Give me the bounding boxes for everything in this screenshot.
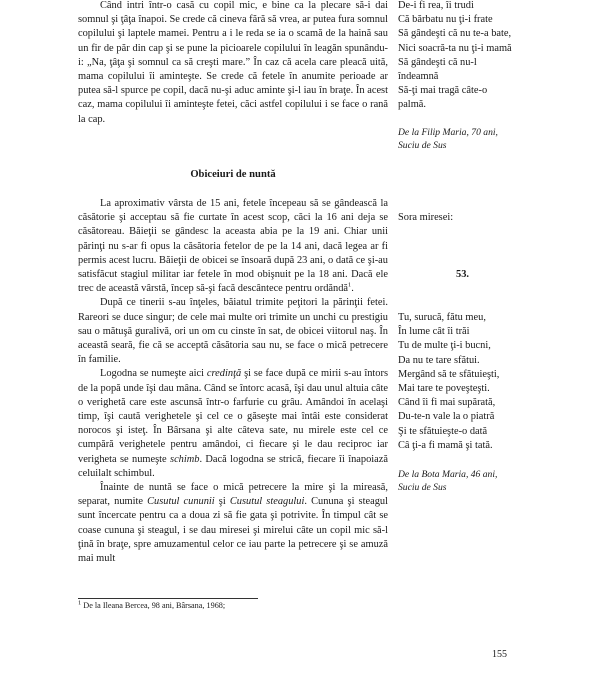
wedding-customs-body	[78, 197, 388, 566]
footnote-mark: 1	[78, 599, 82, 607]
italic-term: schimb	[170, 453, 200, 465]
text-segment: Înainte de nuntă se face o mică petrecere la mire şi la mireasă, separat, numite	[78, 482, 388, 508]
paragraph-baby-custom: Când intri într-o casă cu copil mic, e bine ca la plecare să-i dai somnul şi ţâţa înapoi. Se crede că cineva fără să vrea, ar putea fura somnul copilului şi laptele mamei. Pentru a i le reda se ia o scamă de la haină sau un fir de păr din cap şi se pune la picioarele copilului în leagăn spunându-i: „Na, ţâţa şi somnul ca să creşti mare.” În caz că acela care pleacă uită, mama copilului îi aminteşte. Se crede că fetele în anumite perioade ar putea să-l spurce pe copil, dacă nu-şi aduc aminte şi-l iau în braţe. În acest caz, mama copilului îi aminteşte fetei, căci astfel copilului i se face o rană la cap.	[78, 0, 388, 125]
poem-line: De-i fi rea, îi trudi	[398, 0, 474, 11]
italic-term: Cusutul steagului	[229, 496, 305, 508]
text-segment: şi	[214, 496, 230, 508]
poem-bottom	[398, 311, 499, 453]
paragraph-text: La aproximativ vârsta de 15 ani, fetele începeau să se gândească la căsătorie şi acceptau să fie curtate în acest scop, căci la 16 ani deja se căsătoreau. Băieţii se gândesc la aceasta abia pe la 19 ani. Chiar unii părinţi nu s-ar fi opus la căsătoria fetelor de pe la 14 ani, dacă legea ar fi permis acest lucru. Băieţii de obicei se însoară după 23 ani, o dată ce şi-au satisfăcut stagiul militar iar fetele în mod obişnuit pe la 18 ani. Dacă ele trec de această vârstă, încep să-şi facă descântece pentru ordăndă	[78, 198, 388, 295]
poem-line: Tu, surucă, fătu meu,	[398, 312, 486, 323]
attribution-line: Suciu de Sus	[398, 139, 447, 151]
attribution-line: Suciu de Sus	[398, 481, 447, 493]
poem-top	[398, 0, 512, 113]
poem-line: În lume cât îi trăi	[398, 326, 470, 338]
poem-attribution	[398, 127, 498, 152]
attribution-line: De la Bota Maria, 46 ani,	[398, 469, 498, 480]
poem-number: 53.	[456, 269, 469, 280]
poem-line: Da nu te tare sfătui.	[398, 354, 480, 366]
poem-line: Să gândeşti că nu-l	[398, 56, 477, 68]
speaker-label: Sora miresei:	[398, 212, 454, 223]
section-title: Obiceiuri de nuntă	[190, 169, 276, 180]
poem-line: Câ ţi-a fi mamă şi tată.	[398, 439, 493, 451]
poem-attribution	[398, 469, 497, 494]
footnote-reference[interactable]: 1	[348, 281, 352, 289]
text-segment: . Dacă logodna se strică, fiecare îi înapoiază celuilalt schimbul.	[78, 453, 389, 479]
footnote	[78, 601, 225, 611]
paragraph-matchmakers: După ce tinerii s-au înţeles, băiatul trimite peţitori la părinţii fetei. Rareori se duce singur; de cele mai multe ori trimite un unchi cu prestigiu sau o mătuşă guralivă, ori un om cu cinste în sat, de obicei viitorul naş. În această seară, fie că se acceptă căsătoria sau nu, se face o mică petrecere în familie.	[78, 297, 388, 366]
page-number: 155	[492, 649, 507, 660]
text-segment: şi se face după ce mirii s-au întors de la popă unde îşi dau mâna. Când se întorc acasă, îşi dau unul altuia câte o verighetă care este ascunsă într-o farfurie cu grâu. Amândoi în acelaşi timp, îşi caută verighetele şi cel ce o găseşte mai întâi este considerat norocos şi isteţ. În Bârsana şi alte câteva sate, nu mirele este cel ce cumpără verighetele pentru amândoi, ci fiecare şi le dau reciproc iar verigheta se numeşte	[78, 368, 388, 465]
paragraph-text-end: .	[351, 283, 354, 295]
paragraph-pre-wedding	[78, 481, 388, 566]
paragraph-engagement	[78, 367, 388, 481]
poem-line: Du-te-n vale la o piatră	[398, 411, 495, 423]
italic-term: credinţă	[206, 368, 242, 380]
poem-line: îndeamnă	[398, 71, 439, 83]
poem-line: Să-ţi mai tragă câte-o	[398, 85, 488, 97]
poem-line: Nici soacră-ta nu ţi-i mamă	[398, 42, 512, 54]
poem-line: Că bărbatu nu ţi-i frate	[398, 14, 493, 26]
poem-line: Mergând să te sfătuieşti,	[398, 368, 500, 380]
attribution-line: De la Filip Maria, 70 ani,	[398, 127, 498, 138]
text-segment: Logodna se numeşte aici	[100, 368, 207, 380]
poem-line: Mai tare te poveşteşti.	[398, 383, 490, 395]
footnote-text: De la Ileana Bercea, 98 ani, Bârsana, 1968;	[81, 601, 226, 610]
text-segment: . Cununa şi steagul sunt încercate pentru ca a doua zi să fie gata şi potrivite. În timpul cât se coase cununa şi steagul, i se dau miresei şi mirelui câte un copil mic să-l ţină în braţe, spre amuzamentul celor ce iau parte la petrecere şi se amuză mai mult	[78, 496, 388, 565]
poem-line: Să gândeşti că nu te-a bate,	[398, 28, 512, 40]
poem-line: Tu de multe ţi-i bucni,	[398, 340, 491, 352]
poem-line: palmă.	[398, 99, 426, 111]
paragraph-marriage-age	[78, 197, 388, 296]
poem-line: Şi te sfătuieşte-o dată	[398, 425, 488, 437]
poem-line: Când îi fi mai supărată,	[398, 397, 496, 409]
footnote-divider	[78, 598, 258, 599]
italic-term: Cusutul cununii	[147, 496, 215, 508]
